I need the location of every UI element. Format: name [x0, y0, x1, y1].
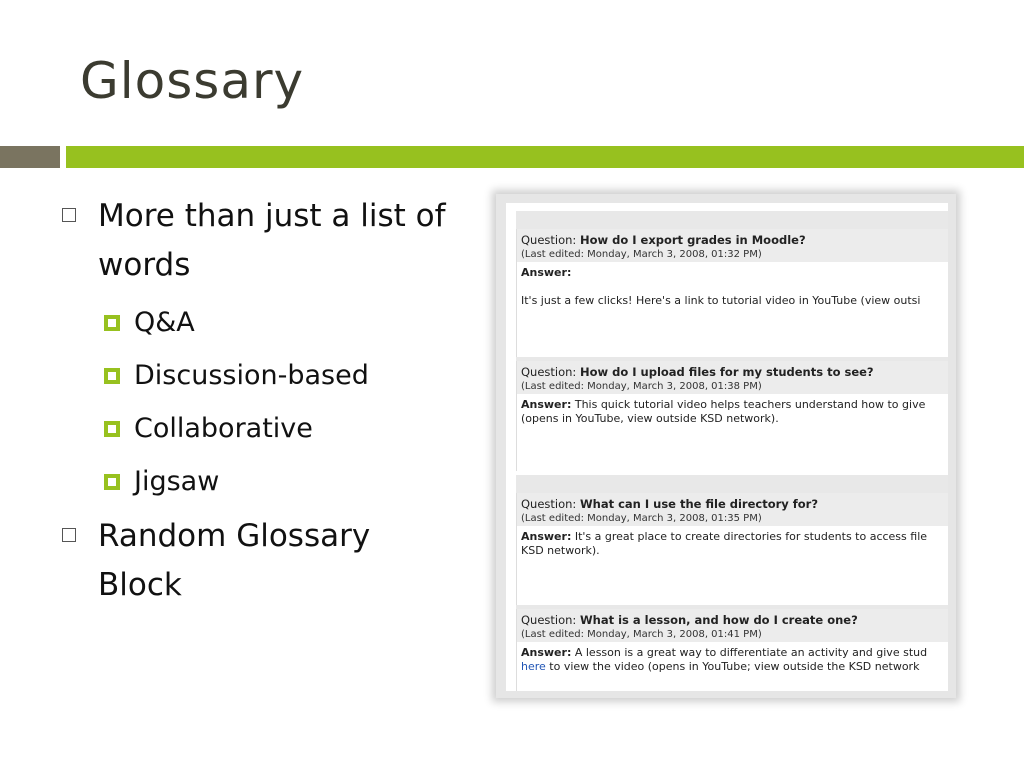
bullet-text: Random Glossary Block — [98, 518, 371, 603]
glossary-entry — [516, 361, 948, 471]
square-bullet-icon — [104, 421, 120, 437]
bullet-item — [62, 192, 462, 290]
entry-separator — [516, 211, 948, 229]
slide-title: Glossary — [80, 52, 305, 110]
entry-edited: (Last edited: Monday, March 3, 2008, 01:41 PM) — [517, 629, 948, 642]
square-bullet-icon — [104, 368, 120, 384]
entry-separator — [516, 475, 948, 493]
hollow-square-bullet-icon — [62, 528, 76, 542]
glossary-entry — [516, 493, 948, 605]
entry-question: Question: How do I export grades in Moodle? — [517, 229, 948, 249]
glossary-entry — [516, 609, 948, 691]
entry-edited: (Last edited: Monday, March 3, 2008, 01:38 PM) — [517, 381, 948, 394]
entry-question: Question: How do I upload files for my students to see? — [517, 361, 948, 381]
sub-bullet-item — [104, 296, 462, 349]
sub-bullet-text: Collaborative — [134, 413, 313, 444]
bullet-text: More than just a list of words — [98, 198, 446, 283]
title-divider-green — [66, 146, 1024, 168]
sub-bullet-item — [104, 455, 462, 508]
entry-question: Question: What can I use the file directory for? — [517, 493, 948, 513]
glossary-entry — [516, 229, 948, 357]
entry-answer: Answer: It's just a few clicks! Here's a link to tutorial video in YouTube (view outsi — [521, 266, 921, 307]
sub-bullet-text: Jigsaw — [134, 466, 220, 497]
sub-bullet-item — [104, 349, 462, 402]
video-link[interactable]: here — [521, 660, 546, 673]
sub-bullet-item — [104, 402, 462, 455]
hollow-square-bullet-icon — [62, 208, 76, 222]
entry-answer: Answer: It's a great place to create directories for students to access file KSD network). — [521, 530, 928, 557]
entry-answer: Answer: A lesson is a great way to differentiate an activity and give stud here to view the video (opens in YouTube; view outside the KSD network — [521, 646, 928, 673]
entry-answer: Answer: This quick tutorial video helps teachers understand how to give (opens in YouTube, view outside KSD network). — [521, 398, 926, 425]
glossary-screenshot — [506, 203, 948, 691]
title-divider-grey — [0, 146, 60, 168]
sub-bullet-text: Q&A — [134, 307, 195, 338]
entry-edited: (Last edited: Monday, March 3, 2008, 01:35 PM) — [517, 513, 948, 526]
bullet-list — [62, 192, 462, 616]
square-bullet-icon — [104, 315, 120, 331]
entry-edited: (Last edited: Monday, March 3, 2008, 01:32 PM) — [517, 249, 948, 262]
bullet-item — [62, 512, 462, 610]
entry-question: Question: What is a lesson, and how do I create one? — [517, 609, 948, 629]
sub-bullet-text: Discussion-based — [134, 360, 369, 391]
square-bullet-icon — [104, 474, 120, 490]
